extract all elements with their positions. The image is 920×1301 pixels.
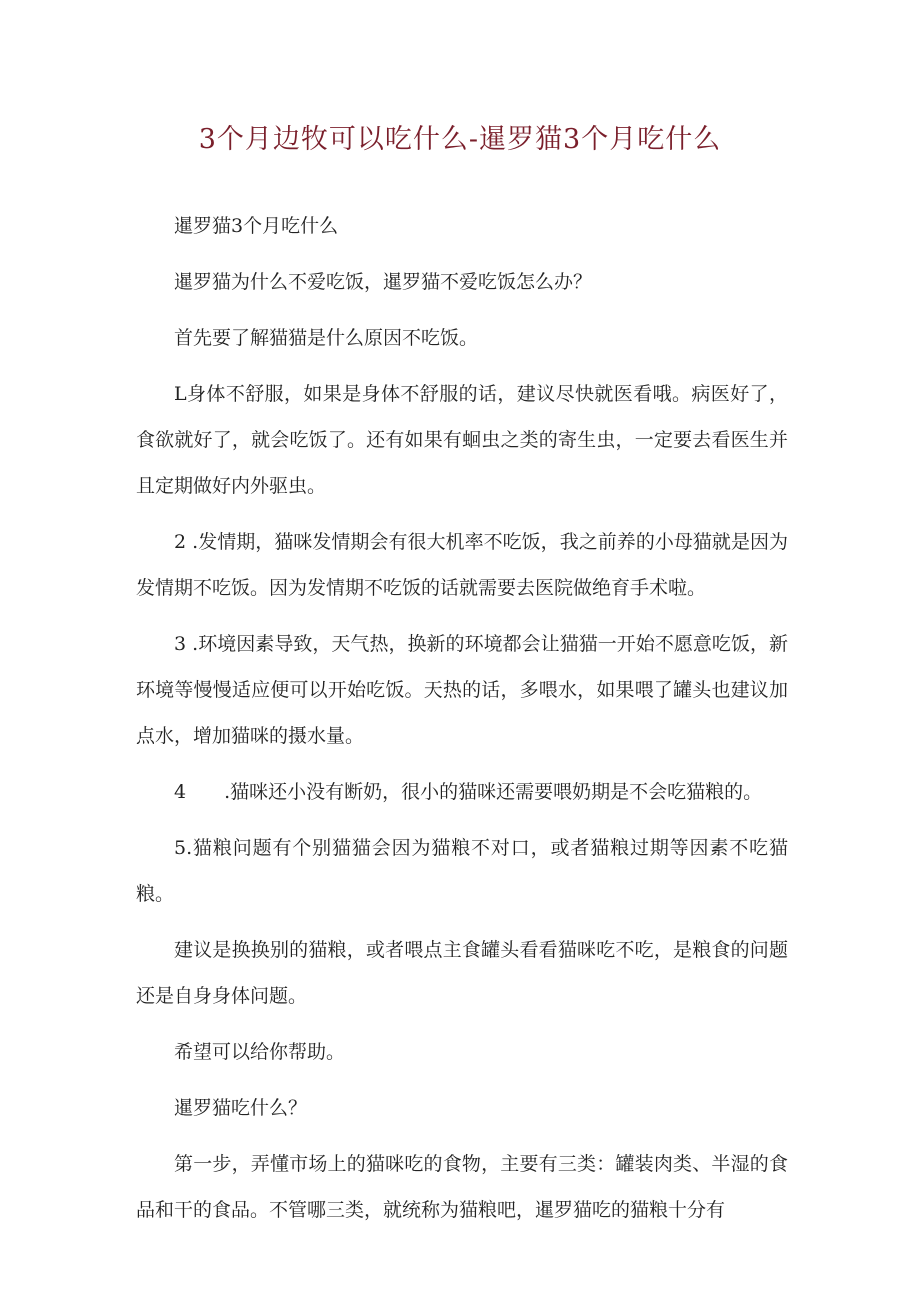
paragraph: 暹罗猫3个月吃什么 xyxy=(174,215,339,237)
paragraph: 第一步，弄懂市场上的猫咪吃的食物，主要有三类：罐装肉类、半湿的食品和干的食品。不管哪三类，就统称为猫粮吧，暹罗猫吃的猫粮十分有 xyxy=(136,1153,788,1221)
paragraph: L身体不舒服，如果是身体不舒服的话，建议尽快就医看哦。病医好了，食欲就好了，就会吃饭了。还有如果有蛔虫之类的寄生虫，一定要去看医生并且定期做好内外驱虫。 xyxy=(136,383,788,497)
paragraph: 希望可以给你帮助。 xyxy=(174,1041,346,1063)
paragraph: 3 .环境因素导致，天气热，换新的环境都会让猫猫一开始不愿意吃饭，新环境等慢慢适应便可以开始吃饭。天热的话，多喂水，如果喂了罐头也建议加点水，增加猫咪的摄水量。 xyxy=(136,633,788,747)
document-body xyxy=(136,203,788,1243)
paragraph: 暹罗猫为什么不爱吃饭，暹罗猫不爱吃饭怎么办？ xyxy=(174,271,593,293)
paragraph: 4 .猫咪还小没有断奶，很小的猫咪还需要喂奶期是不会吃猫粮的。 xyxy=(174,781,763,803)
paragraph: 暹罗猫吃什么？ xyxy=(174,1097,308,1119)
document-title: 3个月边牧可以吃什么-暹罗猫3个月吃什么 xyxy=(198,124,722,155)
paragraph: 5.猫粮问题有个别猫猫会因为猫粮不对口，或者猫粮过期等因素不吃猫粮。 xyxy=(136,837,788,905)
paragraph: 建议是换换别的猫粮，或者喂点主食罐头看看猫咪吃不吃，是粮食的问题还是自身身体问题。 xyxy=(136,939,788,1007)
paragraph: 2 .发情期，猫咪发情期会有很大机率不吃饭，我之前养的小母猫就是因为发情期不吃饭。因为发情期不吃饭的话就需要去医院做绝育手术啦。 xyxy=(136,531,788,599)
paragraph: 首先要了解猫猫是什么原因不吃饭。 xyxy=(174,327,479,349)
